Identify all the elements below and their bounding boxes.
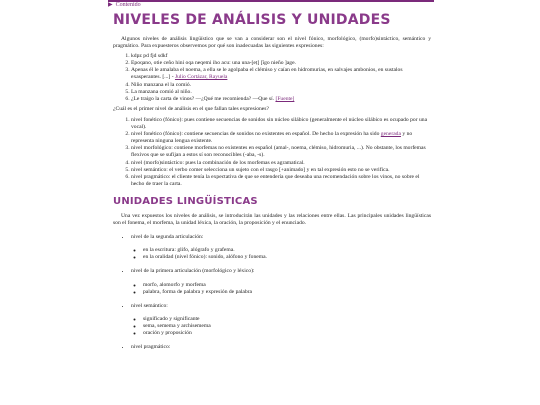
example-item [131,82,431,89]
answer-item [131,131,431,145]
example-text: Apenas él le amalaba el noema, a ella se le agolpaba el clémiso y caían en hidromurias, en salvajes ambonios, en sustalos exasperantes. [...] - [131,67,403,81]
unit-subitem: ◦ en la escritura: glifo, alógrafo y grafema. [143,247,431,254]
units-list [113,234,431,351]
answer-link[interactable]: generada [380,131,401,138]
unit-level-label: nivel de la primera articulación (morfológico y léxico): [131,268,255,275]
answer-item [131,167,431,174]
content [113,36,431,358]
page-title: NIVELES DE ANÁLISIS Y UNIDADES [113,12,391,28]
example-text: La manzana comió al niño. [131,88,192,95]
top-bar [0,0,540,6]
example-item [131,60,431,67]
answer-item [131,117,431,131]
unit-subitem: ◦ en la oralidad (nivel fónico): sonido, alófono y fonema. [143,254,431,261]
unit-level-label: nivel de la segunda articulación: [131,234,204,241]
unit-level [131,268,431,295]
unit-subitem: ◦ significado y significante [143,316,431,323]
answer-text: nivel fonético (fónico): contiene secuencias de sonidos no existentes en español. De hecho la expresión ha sido [131,131,381,138]
answer-text: nivel (morfo)sintáctico: pues la combinación de los morfemas es agramatical. [131,159,305,166]
answer-text: nivel pragmático: el cliente tenía la expectativa de que se entendería que deseaba una recomendación sobre los vinos, no sobre el hecho de traer la carta. [131,173,420,187]
unit-level [131,303,431,337]
unit-sublist [131,282,431,296]
unit-level [131,234,431,261]
example-text: ¿Le traigo la carta de vinos? —¿Qué me recomienda? —Que sí. [131,95,276,102]
example-text: Epoqano, otie ceño hini oqa neqemi iho acu: una una-[eṭ] [ĭgo nieño ]age. [131,60,296,67]
intro-paragraph: Algunos niveles de análisis lingüístico que se van a considerar son el nivel fónico, morfológico, (morfo)sintáctico, semántico y pragmático. Para expuesteros observemos por qué son inadecuadas las siguientes expresiones: [113,36,431,50]
unit-subitem: ◦ oración y proposición [143,330,431,337]
example-item [131,67,431,81]
answer-text: nivel fonético (fónico): pues contiene secuencias de sonidos sin núcleo silábico (generalmente el núcleo silábico es ocupado por una vocal). [131,116,428,131]
example-link[interactable]: Julio Cortázar, Rayuela [174,74,228,81]
example-text: kdpz pd fjd sdkf [131,53,168,60]
unit-subitem: ◦ sema, semema y archisemema [143,323,431,330]
example-link[interactable]: [Fuente] [275,95,295,102]
answer-item [131,145,431,159]
answers-list [113,117,431,188]
top-rule [108,0,434,2]
unit-subitem: ◦ palabra, forma de palabra y expresión de palabra [143,289,431,296]
answer-item [131,174,431,188]
unit-sublist [131,247,431,261]
answer-text: y no representa ninguna lengua existente. [131,131,413,145]
example-item [131,96,431,103]
example-text: Niño manzana el la comió. [131,81,192,88]
section-title: UNIDADES LINGÜÍSTICAS [113,195,258,207]
unit-level-label: nivel semántico: [131,302,168,309]
unit-level-label: nivel pragmático: [131,344,171,351]
toc-label: Contenido [115,2,141,8]
example-item [131,89,431,96]
example-item [131,53,431,60]
question: ¿Cuál es el primer nivel de análisis en el que fallan tales expresiones? [113,105,269,112]
answer-text: nivel morfológico: contiene morfemas no existentes en español (amal-, noema, clémiso, hidromuria, ...). No obstante, los morfemas flexivos que se sufijan a estos sí son reconocibles (-aba, -s). [131,145,426,159]
answer-item [131,160,431,167]
toc-link[interactable] [108,2,141,8]
examples-list [113,53,431,103]
section-intro: Una vez expuestos los niveles de análisis, se introducirán las unidades y las relaciones entre ellas. Las principales unidades lingüísticas son el fonema, el morfema, la unidad léxica, la oración, la proposición y el enunciado. [113,212,431,227]
triangle-right-icon: ▶ [108,2,113,8]
unit-level [131,344,431,351]
unit-sublist [131,316,431,337]
unit-subitem: ◦ morfo, alomorfo y morfema [143,282,431,289]
answer-text: nivel semántico: el verbo comer selecciona un sujeto con el rasgo [+animado] y en tal expresión esto no se verifica. [131,166,390,173]
